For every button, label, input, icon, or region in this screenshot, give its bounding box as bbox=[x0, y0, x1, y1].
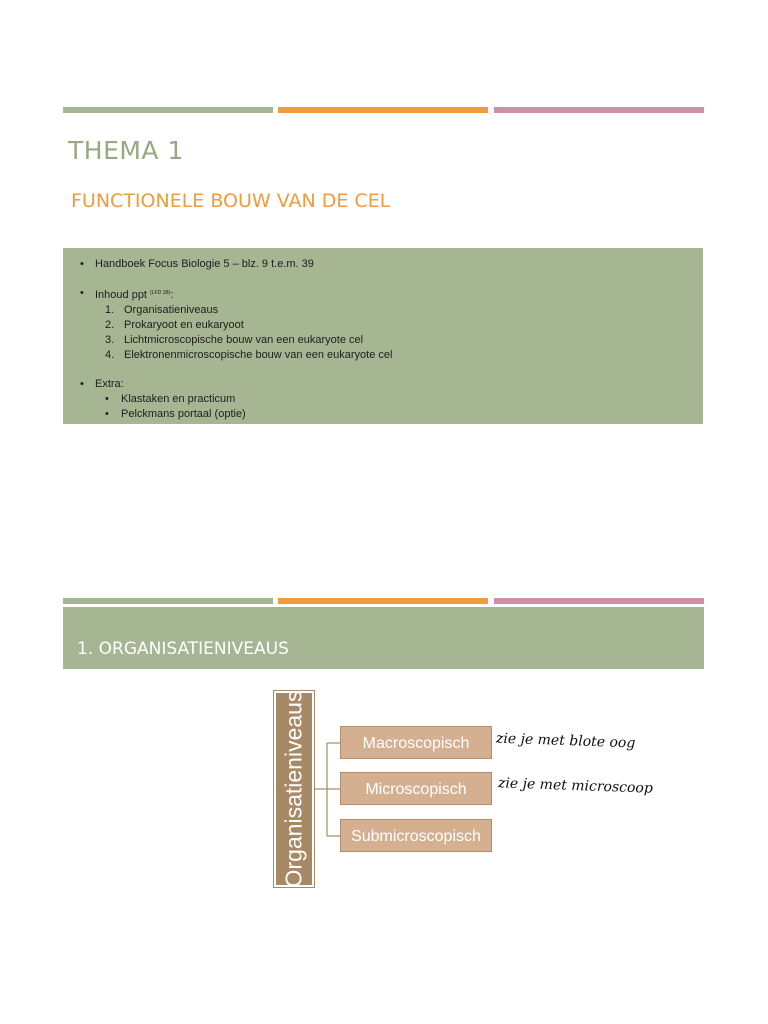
contents-item: 2. Prokaryoot en eukaryoot bbox=[105, 319, 244, 331]
slide-subtitle: FUNCTIONELE BOUW VAN DE CEL bbox=[71, 190, 391, 212]
extra-item: • Pelckmans portaal (optie) bbox=[77, 407, 689, 422]
contents-item: 4. Elektronenmicroscopische bouw van een eukaryote cel bbox=[105, 349, 393, 361]
handwritten-note-1: zie je met blote oog bbox=[495, 730, 636, 752]
contents-item: 1. Organisatieniveaus bbox=[105, 304, 219, 316]
extra-bullet: • Extra: bbox=[77, 377, 689, 392]
contents-colon: : bbox=[170, 289, 174, 301]
contents-bullet bbox=[77, 286, 689, 303]
contents-sup: (LFD 1B) bbox=[150, 290, 171, 296]
contents-box bbox=[63, 248, 703, 424]
root-node bbox=[274, 691, 314, 887]
extra-item: • Klastaken en practicum bbox=[77, 392, 689, 407]
level-node-microscopisch: Microscopisch bbox=[340, 772, 492, 805]
handwritten-note-2: zie je met microscoop bbox=[497, 775, 654, 797]
handbook-bullet: • Handboek Focus Biologie 5 – blz. 9 t.e.m. 39 bbox=[77, 257, 689, 272]
accent-bar-pink-2 bbox=[494, 598, 704, 604]
section-header bbox=[63, 607, 704, 669]
accent-bar-pink bbox=[494, 107, 704, 113]
root-node-label: Organisatieniveaus bbox=[280, 690, 307, 888]
accent-bar-orange bbox=[278, 107, 488, 113]
level-node-macroscopisch: Macroscopisch bbox=[340, 726, 492, 759]
accent-bar-orange-2 bbox=[278, 598, 488, 604]
accent-bar-green-2 bbox=[63, 598, 273, 604]
contents-item: 3. Lichtmicroscopische bouw van een eukaryote cel bbox=[105, 334, 364, 346]
section-title: 1. ORGANISATIENIVEAUS bbox=[77, 639, 289, 659]
contents-label: Inhoud ppt bbox=[95, 289, 147, 301]
slide-title: THEMA 1 bbox=[68, 136, 184, 165]
level-node-submicroscopisch: Submicroscopisch bbox=[340, 819, 492, 852]
accent-bar-green bbox=[63, 107, 273, 113]
